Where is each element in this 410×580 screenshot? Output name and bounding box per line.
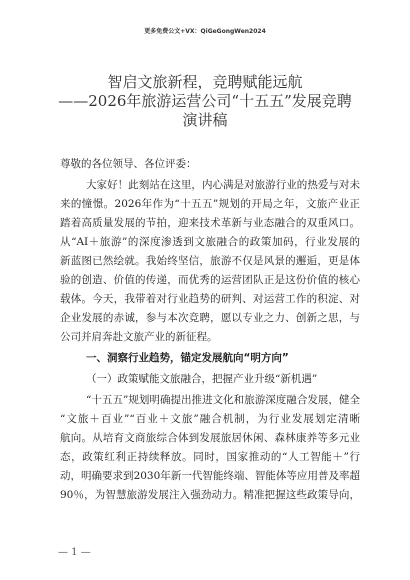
body-line: 来的憧憬。2026年作为“十五五”规划的开局之年，文旅产业正 [60,198,360,210]
salutation: 尊敬的各位领导、各位评委： [60,158,197,170]
page-number: — 1 — [58,547,91,558]
section-heading: 一、洞察行业趋势，锚定发展航向“明方向” [86,352,289,364]
body-line: 踏着高质量发展的节拍，迎来技术革新与业态融合的双重风口。 [60,217,360,229]
body-line: 公司并肩奔赴文旅产业的新征程。 [60,331,218,343]
document-title-line-1: 智启文旅新程，竞聘赋能远航 [107,73,303,91]
body-line: “文旅＋百业”“百业＋文旅”融合机制，为行业发展划定清晰 [60,413,360,425]
body-line: 从“AI＋旅游”的深度渗透到文旅融合的政策加码，行业发展的 [60,236,360,248]
body-line: 大家好！此刻站在这里，内心满是对旅游行业的热爱与对未 [86,179,360,191]
body-line: “十五五”规划明确提出推进文化和旅游深度融合发展，健全 [86,394,360,406]
body-line: 企业发展的赤诚，参与本次竞聘，愿以专业之力、创新之思，与 [60,312,360,324]
body-line: 载体。今天，我带着对行业趋势的研判、对运营工作的积淀、对 [60,293,360,305]
body-line: 航向。从培育文商旅综合体到发展旅居休闲、森林康养等多元业 [60,432,360,444]
page-header: 更多免费公文+VX：QiGeGongWen2024 [144,28,266,35]
document-title-line-3: 演讲稿 [182,111,228,129]
body-line: 验的创造、价值的传递，而优秀的运营团队正是这份价值的核心 [60,274,360,286]
body-line: 新蓝图已然绘就。我始终坚信，旅游不仅是风景的邂逅，更是体 [60,255,360,267]
body-line: 态，政策红利正持续释放。同时，国家推动的“人工智能＋”行 [60,451,360,463]
subsection-heading: （一）政策赋能文旅融合，把握产业升级“新机遇” [86,373,318,385]
document-title-line-2: ——2026年旅游运营公司“十五五”发展竞聘 [58,92,352,110]
body-line: 90％，为智慧旅游发展注入强劲动力。精准把握这些政策导向， [60,489,360,501]
body-line: 动，明确要求到2030年新一代智能终端、智能体等应用普及率超 [60,470,360,482]
